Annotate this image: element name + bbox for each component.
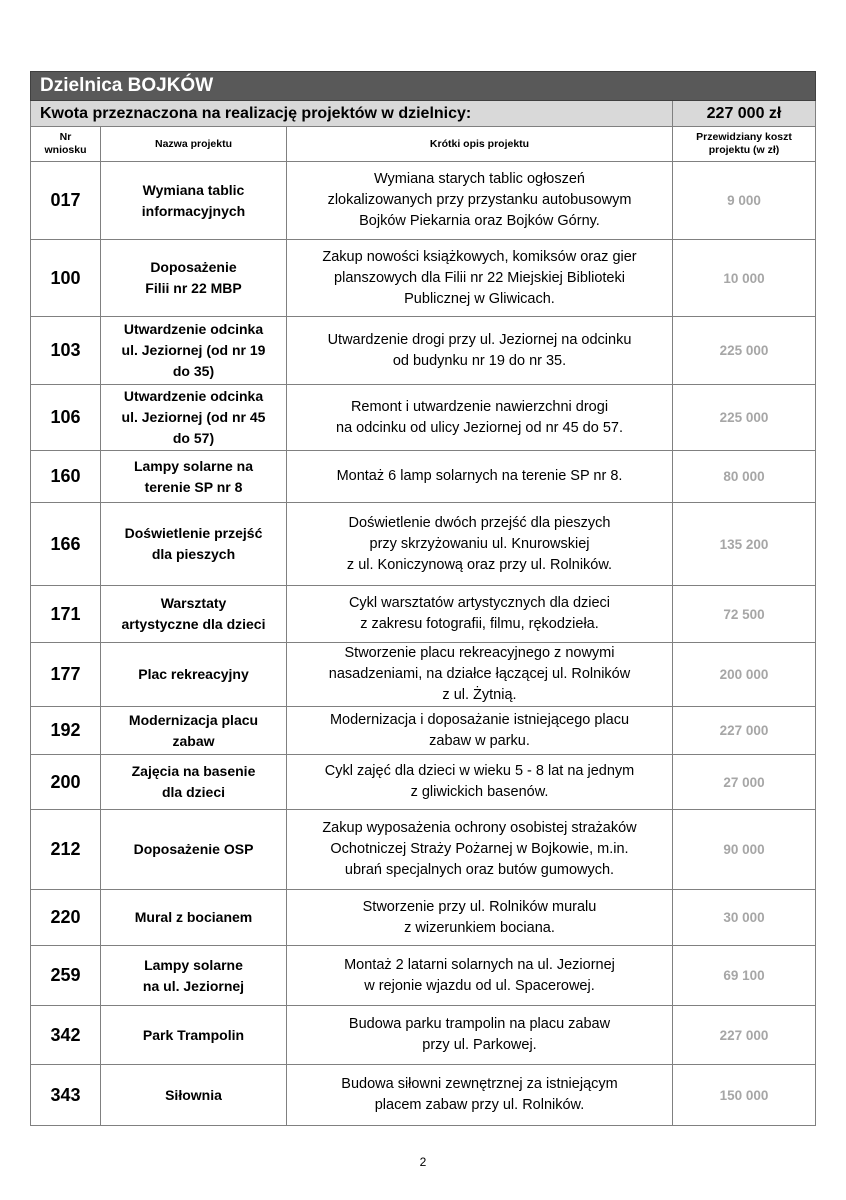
project-number: 166	[31, 503, 101, 586]
project-description: Modernizacja i doposażanie istniejącego placu zabaw w parku.	[287, 707, 673, 755]
project-number: 103	[31, 317, 101, 385]
project-cost: 150 000	[673, 1065, 816, 1126]
project-number: 200	[31, 755, 101, 810]
district-title: Dzielnica BOJKÓW	[31, 72, 816, 101]
project-name: Modernizacja placu zabaw	[101, 707, 287, 755]
column-header-desc: Krótki opis projektu	[287, 127, 673, 162]
project-number: 343	[31, 1065, 101, 1126]
project-name: Utwardzenie odcinka ul. Jeziornej (od nr 45 do 57)	[101, 385, 287, 451]
project-cost: 200 000	[673, 643, 816, 707]
project-name: Lampy solarne na ul. Jeziornej	[101, 946, 287, 1006]
table-row	[31, 451, 816, 503]
column-header-cost: Przewidziany koszt projektu (w zł)	[673, 127, 816, 162]
project-cost: 225 000	[673, 317, 816, 385]
project-name: Doposażenie OSP	[101, 810, 287, 890]
project-name: Park Trampolin	[101, 1006, 287, 1065]
project-name: Utwardzenie odcinka ul. Jeziornej (od nr 19 do 35)	[101, 317, 287, 385]
project-number: 259	[31, 946, 101, 1006]
project-cost: 10 000	[673, 240, 816, 317]
project-cost: 90 000	[673, 810, 816, 890]
project-cost: 72 500	[673, 586, 816, 643]
quota-label: Kwota przeznaczona na realizację projektów w dzielnicy:	[31, 101, 673, 127]
table-row	[31, 946, 816, 1006]
table-row	[31, 1006, 816, 1065]
project-number: 100	[31, 240, 101, 317]
project-cost: 27 000	[673, 755, 816, 810]
column-header-name: Nazwa projektu	[101, 127, 287, 162]
project-description: Zakup wyposażenia ochrony osobistej strażaków Ochotniczej Straży Pożarnej w Bojkowie, m.in. ubrań specjalnych oraz butów gumowych.	[287, 810, 673, 890]
project-description: Doświetlenie dwóch przejść dla pieszych przy skrzyżowaniu ul. Knurowskiej z ul. Koniczynową oraz przy ul. Rolników.	[287, 503, 673, 586]
project-cost: 135 200	[673, 503, 816, 586]
project-description: Cykl zajęć dla dzieci w wieku 5 - 8 lat na jednym z gliwickich basenów.	[287, 755, 673, 810]
table-row	[31, 755, 816, 810]
project-description: Cykl warsztatów artystycznych dla dzieci z zakresu fotografii, filmu, rękodzieła.	[287, 586, 673, 643]
project-description: Stworzenie placu rekreacyjnego z nowymi nasadzeniami, na działce łączącej ul. Rolników z ul. Żytnią.	[287, 643, 673, 707]
project-cost: 227 000	[673, 707, 816, 755]
column-header-num: Nr wniosku	[31, 127, 101, 162]
project-name: Doposażenie Filii nr 22 MBP	[101, 240, 287, 317]
project-description: Budowa parku trampolin na placu zabaw przy ul. Parkowej.	[287, 1006, 673, 1065]
project-number: 160	[31, 451, 101, 503]
table-row	[31, 707, 816, 755]
page-number: 2	[419, 1155, 427, 1169]
project-number: 220	[31, 890, 101, 946]
table-row	[31, 810, 816, 890]
project-name: Warsztaty artystyczne dla dzieci	[101, 586, 287, 643]
table-row	[31, 503, 816, 586]
table-row	[31, 586, 816, 643]
project-description: Zakup nowości książkowych, komiksów oraz gier planszowych dla Filii nr 22 Miejskiej Biblioteki Publicznej w Gliwicach.	[287, 240, 673, 317]
project-cost: 80 000	[673, 451, 816, 503]
project-description: Montaż 6 lamp solarnych na terenie SP nr 8.	[287, 451, 673, 503]
project-description: Budowa siłowni zewnętrznej za istniejącym placem zabaw przy ul. Rolników.	[287, 1065, 673, 1126]
table-row	[31, 890, 816, 946]
quota-amount: 227 000 zł	[673, 101, 816, 127]
project-number: 171	[31, 586, 101, 643]
project-name: Mural z bocianem	[101, 890, 287, 946]
project-cost: 225 000	[673, 385, 816, 451]
project-name: Zajęcia na basenie dla dzieci	[101, 755, 287, 810]
project-number: 342	[31, 1006, 101, 1065]
project-description: Wymiana starych tablic ogłoszeń zlokalizowanych przy przystanku autobusowym Bojków Piekarnia oraz Bojków Górny.	[287, 162, 673, 240]
project-cost: 30 000	[673, 890, 816, 946]
project-number: 106	[31, 385, 101, 451]
table-row	[31, 240, 816, 317]
project-description: Stworzenie przy ul. Rolników muralu z wizerunkiem bociana.	[287, 890, 673, 946]
project-description: Remont i utwardzenie nawierzchni drogi na odcinku od ulicy Jeziornej od nr 45 do 57.	[287, 385, 673, 451]
project-description: Montaż 2 latarni solarnych na ul. Jeziornej w rejonie wjazdu od ul. Spacerowej.	[287, 946, 673, 1006]
project-cost: 69 100	[673, 946, 816, 1006]
project-cost: 227 000	[673, 1006, 816, 1065]
projects-table	[30, 71, 816, 1126]
district-header-row	[31, 72, 816, 101]
project-number: 192	[31, 707, 101, 755]
column-header-row	[31, 127, 816, 162]
quota-row	[31, 101, 816, 127]
project-name: Doświetlenie przejść dla pieszych	[101, 503, 287, 586]
project-name: Siłownia	[101, 1065, 287, 1126]
project-name: Plac rekreacyjny	[101, 643, 287, 707]
table-row	[31, 317, 816, 385]
table-row	[31, 643, 816, 707]
project-name: Lampy solarne na terenie SP nr 8	[101, 451, 287, 503]
project-description: Utwardzenie drogi przy ul. Jeziornej na odcinku od budynku nr 19 do nr 35.	[287, 317, 673, 385]
table-row	[31, 162, 816, 240]
table-row	[31, 1065, 816, 1126]
project-number: 177	[31, 643, 101, 707]
project-number: 212	[31, 810, 101, 890]
project-name: Wymiana tablic informacyjnych	[101, 162, 287, 240]
table-row	[31, 385, 816, 451]
project-number: 017	[31, 162, 101, 240]
project-cost: 9 000	[673, 162, 816, 240]
